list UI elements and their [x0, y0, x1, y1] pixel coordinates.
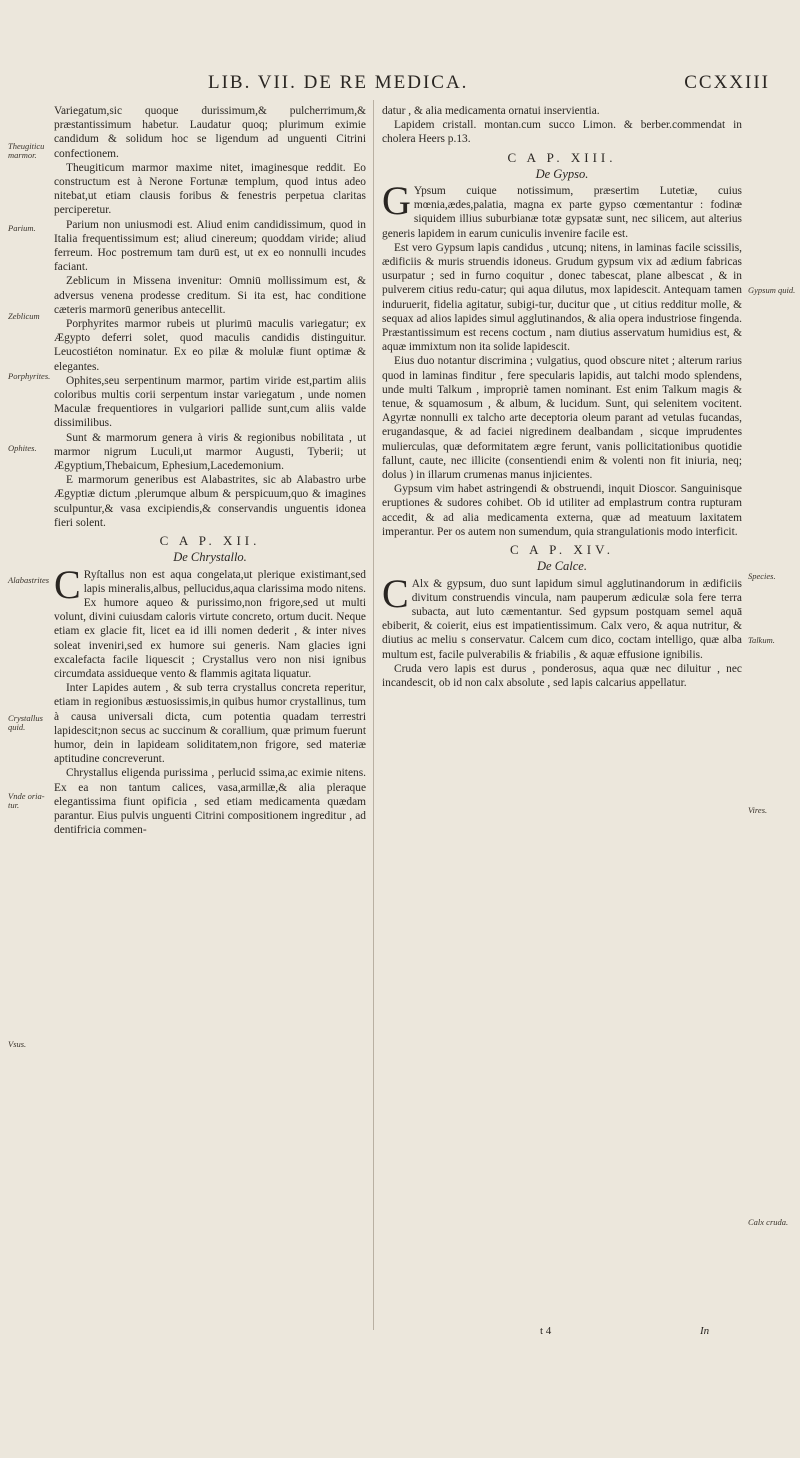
- chapter-heading: C A P. XIII.: [507, 149, 617, 165]
- chapter-subtitle: De Gypso.: [535, 166, 589, 181]
- margin-note-gypsum-quid: Gypsum quid.: [748, 285, 796, 295]
- signature-mark: t 4: [540, 1325, 552, 1337]
- paragraph: [54, 561, 366, 682]
- paragraph: Theugiticum marmor maxime nitet, imaginesque reddit. Eo constructum est à Nerone Fortunæ templum, quod intus adeo nitebat,ut etiam clausis foribus & fenestris perpetua claritas perciperetur.: [54, 161, 366, 217]
- paragraph: Cruda vero lapis est durus , ponderosus, aqua quæ nec diluitur , nec incandescit, ob id non calx absolute , sed lapis calcarius appellatur.: [382, 662, 742, 689]
- chapter-subtitle: De Chrystallo.: [173, 550, 247, 565]
- right-column: [382, 104, 742, 690]
- paragraph: Gypsum vim habet astringendi & obstruendi, inquit Dioscor. Sanguinisque eruptiones & sudores cohibet. Ob id utiliter ad emplastrum contra rupturam accedit, & ad alia medicamenta externa, quæ ad meatuum laxitatem imperantur. Per os autem non sumendum, quia strangulationis modo interficit.: [382, 483, 742, 538]
- margin-note-zeblicum: Zeblicum: [8, 311, 40, 321]
- header-title: LIB. VII. DE RE MEDICA.: [208, 72, 469, 93]
- paragraph: Lapidem cristall. montan.cum succo Limon. & berber.commendat in cholera Heers p.13.: [382, 119, 742, 146]
- paragraph: Variegatum,sic quoque durissimum,& pulcherrimum,& præstantissimum habetur. Laudatur quoq; plurimum eximie candidum & solidum hoc se ligendum ad unguenti Citrini confectionem.: [54, 105, 366, 160]
- running-header: [150, 68, 770, 98]
- chapter-heading: C A P. XIV.: [509, 542, 615, 558]
- page-number: CCXXIII: [684, 72, 770, 93]
- drop-cap-letter: G: [382, 178, 411, 224]
- catchword: In: [700, 1325, 710, 1337]
- paragraph-text: Alx & gypsum, duo sunt lapidum simul agglutinandorum in ædificiis divitum construendis vincula, nam pauperum ædiculæ sola fere terra subacta, aut luto cæmentantur. Sed gypsum postquam semel aquā ebiberit, & coierit, eius est impatientissimum. Calx vero, & aqua nutritur, & diutius ac meliu s conservatur. Calcem cum dico, coctam intelligo, quæ alba multum est, facile pulverabilis & friabilis , & aquæ effusione ignibilis.: [382, 577, 742, 661]
- paragraph-text: Ryſtallus non est aqua congelata,ut plerique existimant,sed lapis mineralis,albus, pellucidus,aqua clarissima modo nitens. Ex humore aqueo & purissimo,non frigore,sed ut multi volunt, divini cuiusdam caloris virtute concreto, ortum ducit. Neque etiam ex glacie fit, licet ea id illi nomen dederit , & inter nives soleat inveniri,sed ex humore sui generis. Nam glacies igni excalefacta facile liquescit ; Crystallus vero non nisi ignibus circumdata assidueque vento & flammis agitata liquatur.: [54, 568, 366, 680]
- chapter-heading: C A P. XII.: [159, 533, 261, 549]
- margin-note-unde-oriatur: Vnde oria-tur.: [8, 791, 45, 810]
- chapter-subtitle: De Calce.: [537, 559, 587, 574]
- margin-note-crystallus: Crystallus quid.: [8, 713, 43, 732]
- margin-note-talkum: Talkum.: [748, 635, 775, 645]
- paragraph: Eius duo notantur discrimina ; vulgatius, quod obscure nitet ; alterum rarius quod in laminas finditur , fere specularis lapidis, aut talchi modo splendens, unde multi Talkum , impropriè tamen nominant. Est enim Talkum magis & tenue, & squamosum , & album, & lucidum. Sunt, qui selenitem vocitent. Agyrtæ nonnulli ex talcho arte deceptoria oleum parant ad vetulas fucandas, erugandasque, & ad faciei nigredinem dealbandam , sicque imprudentes mulierculas, quæ deformitatem ægre ferunt, vanis pollicitationibus quotidie fallunt, caute, nec illicite (consentiendi enim & volenti non fit iniuria, neq; dolus ) in illarum crumenas manus injicientes.: [382, 355, 742, 482]
- paragraph: Chrystallus eligenda purissima , perlucid ssima,ac eximie nitens. Ex ea non tantum calices, vasa,armillæ,& alia pleraque elegantissima fiunt opificia , sed etiam medicamenta quædam parantur. Eius pulvis unguenti Citrini compositionem ingreditur , ad dentifricia commen-: [54, 767, 366, 837]
- drop-cap-letter: C: [382, 570, 409, 616]
- paragraph: Porphyrites marmor rubeis ut plurimū maculis variegatur; ex Ægypto deferri solet, quod maculis candidis distinguitur. Leucostiéton nominatur. Ex eo pilæ & molulæ fiunt optimæ & elegantes.: [54, 318, 366, 373]
- margin-note-vires: Vires.: [748, 805, 768, 815]
- paragraph: [382, 570, 742, 662]
- margin-note-ophites: Ophites.: [8, 443, 37, 453]
- paragraph: Zeblicum in Missena invenitur: Omniū mollissimum est, & adversus venena prodesse creditum. Si ita est, hac conditione cæteris marmorū generibus antecellit.: [54, 275, 366, 316]
- margin-note-theugiticum: Theugiticu marmor.: [8, 141, 45, 160]
- paragraph: E marmorum generibus est Alabastrites, sic ab Alabastro urbe Ægyptiæ dictum ,plerumque album & perspicuum,quo & imagines sculpuntur,& vasa excipiendis,& conservandis unguentis idonea fieri solent.: [54, 474, 366, 529]
- paragraph: Ophites,seu serpentinum marmor, partim viride est,partim aliis coloribus multis corii serpentum instar variegatum , unde nomen Maculæ frequentiores in vulgariori pallide sunt,cum aliis valde dissimilibus.: [54, 374, 366, 430]
- paragraph: Inter Lapides autem , & sub terra crystallus concreta reperitur, etiam in regionibus æstuosissimis,in quibus humor crystallinus, tum à causa universali dicta, cum potentia quadam terrestri lapidescit;non secus ac succinum & corallium, quæ primum fuerunt humor, dein in lapideam soliditatem,non frigore, sed materiæ aptitudine concreverunt.: [54, 682, 366, 766]
- margin-note-vsus: Vsus.: [8, 1039, 27, 1049]
- margin-note-alabastrites: Alabastrites: [8, 575, 50, 585]
- margin-note-porphyrites: Porphyrites.: [8, 371, 51, 381]
- margin-note-parium: Parium.: [8, 223, 36, 233]
- paragraph: datur , & alia medicamenta ornatui inservientia.: [382, 105, 600, 117]
- paragraph: Sunt & marmorum genera à viris & regionibus nobilitata , ut marmor nigrum Luculi,ut marmor Augusti, Tyberii; ut Ægyptium,Thebaicum, Ephesium,Lacedemonium.: [54, 431, 366, 473]
- paragraph: [382, 178, 742, 241]
- paragraph-text: Ypsum cuique notissimum, præsertim Lutetiæ, cuius mœnia,ædes,palatia, magna ex parte gypso cœmentantur : fodinæ siquidem illius suburbianæ totæ gypsatæ sunt, nec silicem, aut alterius generis lapidem in earum cuniculis invenire facile est.: [382, 185, 742, 240]
- left-column: [54, 104, 366, 837]
- paragraph: Parium non uniusmodi est. Aliud enim candidissimum, quod in Italia frequentissimum est; aliud cinereum; quoddam viride; aliud ferreum. Hoc postremum tam durū est, ut ex eo nonnulli incudes faciant.: [54, 218, 366, 274]
- margin-note-species: Species.: [748, 571, 776, 581]
- column-divider: [373, 100, 374, 1330]
- paragraph: Est vero Gypsum lapis candidus , utcunq; nitens, in laminas facile scissilis, ædificiis & muris struendis idoneus. Grudum gypsum vix ad ædium fabricas usurpatur ; sed in furno coquitur , donec tabescat, plane albescat , & in pulverem citius redu-catur; qui aqua dilutus, mox lapidescit. Antequam tamen induruerit, fidelia agitatur, subigi-tur, ducitur que , ut citius redditur molle, & sequax ad alios lapides simul agglutinandos, & alia opera industriose fingenda. Præstantissimum est recens coctum , nam diutius asservatum humidius est, & aquæ immixtum non ita solide lapidescit.: [382, 241, 742, 354]
- drop-cap-letter: C: [54, 561, 81, 607]
- margin-note-calx-cruda: Calx cruda.: [748, 1217, 789, 1227]
